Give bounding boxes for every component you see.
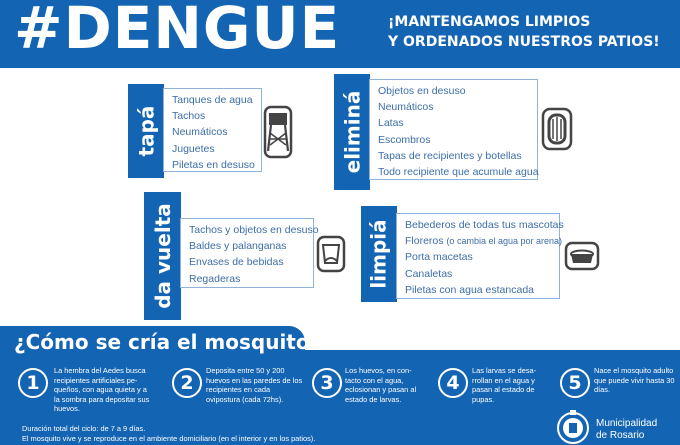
list-item: Todo recipiente que acumule agua: [378, 166, 539, 179]
logo-line-1: Municipalidad: [596, 418, 658, 429]
limpia-title: limpiá: [367, 219, 391, 289]
cycle-note: El mosquito vive y se reproduce en el ambiente domiciliario (en el interior y en los patios).: [22, 434, 316, 443]
list-item: Neumáticos: [172, 126, 228, 139]
cycle-duration: Duración total del ciclo: de 7 a 9 días.: [22, 424, 146, 433]
list-item: Tachos y objetos en desuso: [189, 224, 319, 236]
list-item: Piletas con agua estancada: [405, 283, 535, 296]
tapa-list: [163, 88, 262, 172]
step-number-1: 1: [18, 368, 48, 398]
list-item: Latas: [378, 117, 404, 130]
list-item: Neumáticos: [378, 101, 434, 114]
step-number-4: 4: [438, 368, 468, 398]
list-item: Baldes y palanganas: [189, 240, 287, 253]
page-title: #DENGUE: [14, 0, 341, 62]
water-tower-icon: [262, 104, 294, 160]
pet-bowl-icon: [563, 240, 601, 272]
step-text-5: Nace el mosquito adulto que puede vivir hasta 30 días.: [594, 366, 675, 395]
elimina-list: [369, 79, 538, 180]
list-item: Canaletas: [405, 267, 453, 280]
step-text-1: La hembra del Aedes busca recipientes artificiales pe-queños, con agua quieta y a la sombra para depositar sus huevos.: [54, 366, 150, 414]
step-text-2: Deposita entre 50 y 200 huevos en las paredes de los recipientes en cada ovipostura (cada 72hs).: [206, 366, 303, 404]
slogan: [388, 12, 660, 52]
list-item-text: Floreros: [405, 235, 444, 248]
slogan-line-1: ¡MANTENGAMOS LIMPIOS: [388, 14, 591, 30]
bucket-icon: [315, 234, 347, 274]
da-vuelta-label-box: [144, 192, 181, 320]
step-number-3: 3: [312, 368, 342, 398]
tire-icon: [540, 106, 574, 152]
list-item: Bebederos de todas tus mascotas: [405, 219, 564, 231]
municipal-seal-icon: [556, 408, 590, 445]
list-item: Envases de bebidas: [189, 256, 284, 269]
list-item: Objetos en desuso: [378, 85, 466, 97]
list-item: Escombros: [378, 133, 431, 146]
step-text-4: Las larvas se desa-rrollan en el agua y pasan al estado de pupas.: [472, 366, 537, 404]
step-number-2: 2: [172, 368, 202, 398]
list-item: Porta macetas: [405, 251, 473, 264]
slogan-line-2: Y ORDENADOS NUESTROS PATIOS!: [388, 34, 660, 50]
list-item: Juguetes: [172, 142, 215, 155]
elimina-title: eliminá: [340, 90, 364, 174]
list-item: Tachos: [172, 110, 206, 123]
list-item: [405, 233, 563, 249]
logo-line-2: de Rosario: [596, 430, 645, 441]
step-text-3: Los huevos, en con-tacto con el agua, eclosionan y pasan al estado de larvas.: [345, 366, 417, 404]
tapa-title: tapá: [134, 105, 158, 157]
tapa-label-box: [128, 84, 164, 178]
elimina-label-box: [334, 74, 370, 190]
da-vuelta-list: [180, 218, 319, 288]
list-item: Regaderas: [189, 272, 241, 285]
list-item: Tanques de agua: [172, 94, 253, 106]
limpia-label-box: [361, 206, 397, 302]
step-number-5: 5: [560, 368, 590, 398]
list-item: Piletas en desuso: [172, 158, 255, 171]
list-item: Tapas de recipientes y botellas: [378, 149, 522, 162]
cycle-title: ¿Cómo se cría el mosquito?: [14, 330, 322, 354]
logo-text: [596, 418, 657, 442]
list-item-note: (o cambia el agua por arena): [446, 236, 563, 247]
limpia-list: [396, 213, 564, 299]
da-vuelta-title: da vuelta: [150, 203, 175, 309]
